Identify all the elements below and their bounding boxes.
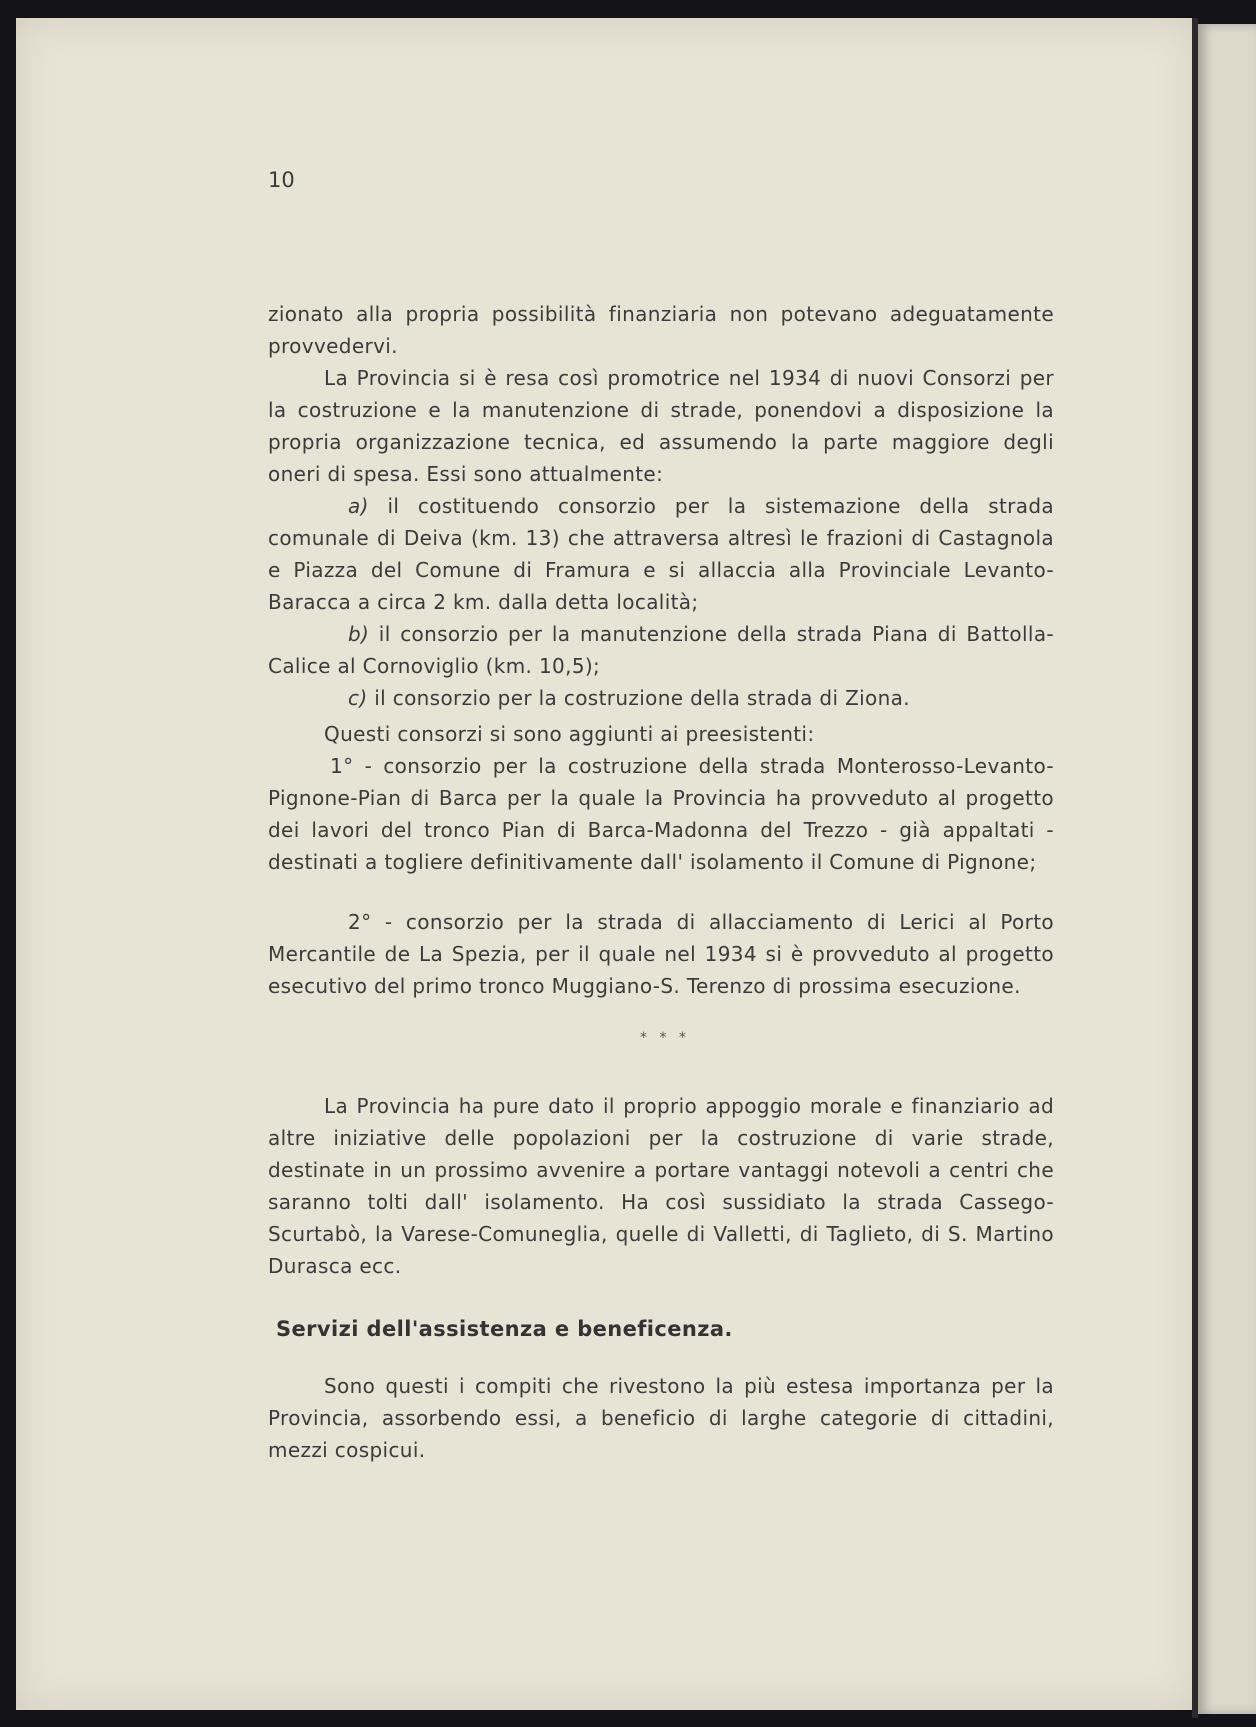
page-number: 10 <box>268 168 295 192</box>
list-item-c-text: il consorzio per la costruzione della strada di Ziona. <box>367 686 910 710</box>
paragraph-appoggio: La Provincia ha pure dato il proprio appoggio morale e finanziario ad altre iniziative delle popolazioni per la costruzione di varie strade, destinate in un prossimo avvenire a portare vantaggi notevoli a centri che saranno tolti dall' isolamento. Ha così sussidiato la strada Cassego-Scurtabò, la Varese-Comuneglia, quelle di Valletti, di Taglieto, di S. Martino Durasca ecc. <box>268 1094 1054 1278</box>
paragraph-continuation: zionato alla propria possibilità finanziaria non potevano adeguatamente provvedervi. <box>268 302 1054 358</box>
section-heading: Servizi dell'assistenza e beneficenza. <box>276 1317 733 1341</box>
list-marker-a: a) <box>348 494 369 518</box>
paragraph-preesistenti: Questi consorzi si sono aggiunti ai preesistenti: <box>324 722 815 746</box>
list-marker-b: b) <box>348 622 370 646</box>
list-item-2: 2° - consorzio per la strada di allacciamento di Lerici al Porto Mercantile de La Spezia, per il quale nel 1934 si è provveduto al progetto esecutivo del primo tronco Muggiano-S. Terenzo di prossima esecuzione. <box>268 910 1054 998</box>
paragraph-assistenza: Sono questi i compiti che rivestono la più estesa importanza per la Provincia, assorbendo essi, a beneficio di larghe categorie di cittadini, mezzi cospicui. <box>268 1374 1054 1462</box>
list-item-b <box>268 618 1054 682</box>
list-item-c <box>268 682 1054 714</box>
list-marker-c: c) <box>348 686 368 710</box>
section-separator: * * * <box>640 1030 690 1046</box>
paragraph-consorzi: La Provincia si è resa così promotrice nel 1934 di nuovi Consorzi per la costruzione e la manutenzione di strade, ponendovi a disposizione la propria organizzazione tecnica, ed assumendo la parte maggiore degli oneri di spesa. Essi sono attualmente: <box>268 366 1054 486</box>
list-item-a-text: il costituendo consorzio per la sistemazione della strada comunale di Deiva (km. 13) che attraversa altresì le frazioni di Castagnola e Piazza del Comune di Framura e si allaccia alla Provinciale Levanto-Baracca a circa 2 km. dalla detta località; <box>268 494 1054 614</box>
list-item-1: 1° - consorzio per la costruzione della strada Monterosso-Levanto-Pignone-Pian di Barca per la quale la Provincia ha provveduto al progetto dei lavori del tronco Pian di Barca-Madonna del Trezzo - già appaltati - destinati a togliere definitivamente dall' isolamento il Comune di Pignone; <box>268 754 1054 874</box>
list-item-a <box>268 490 1054 618</box>
list-item-b-text: il consorzio per la manutenzione della strada Piana di Battolla-Calice al Cornoviglio (km. 10,5); <box>268 622 1054 678</box>
facing-page-edge <box>1198 24 1256 1714</box>
